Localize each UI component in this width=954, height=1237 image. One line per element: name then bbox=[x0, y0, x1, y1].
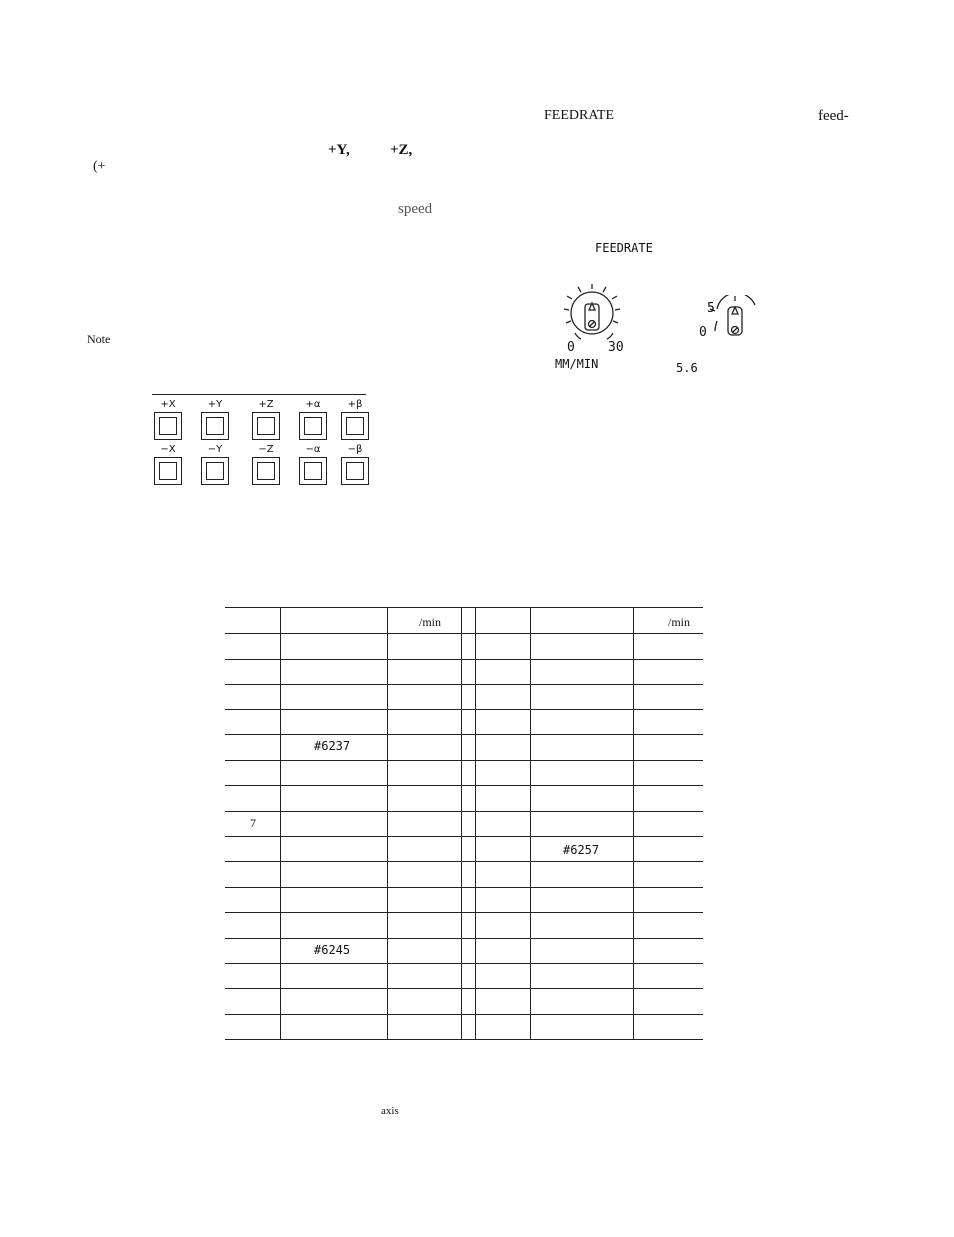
jog-button-minus-x[interactable] bbox=[154, 457, 182, 485]
feedrate-label-figure: FEEDRATE bbox=[595, 241, 653, 255]
table-rule bbox=[225, 861, 703, 862]
table-column-rule bbox=[530, 607, 531, 1040]
table-header-unit-left: /min bbox=[419, 615, 442, 629]
jog-label-plus-y: +Y bbox=[207, 399, 223, 410]
table-rule bbox=[225, 633, 703, 634]
table-column-rule bbox=[280, 607, 281, 1040]
jog-key-panel bbox=[148, 392, 374, 488]
jog-label-minus-y: −Y bbox=[207, 444, 223, 455]
jog-label-plus-x: +X bbox=[160, 399, 176, 410]
feed-hyphen-text: feed- bbox=[818, 108, 849, 124]
small-dial-top-label: 5 bbox=[707, 301, 715, 316]
table-column-rule bbox=[461, 607, 462, 1040]
table-rule bbox=[225, 811, 703, 812]
table-rule bbox=[225, 836, 703, 837]
jog-label-plus-alpha: +α bbox=[305, 399, 321, 410]
jog-button-plus-beta[interactable] bbox=[341, 412, 369, 440]
table-rule bbox=[225, 988, 703, 989]
jog-label-minus-z: −Z bbox=[258, 444, 274, 455]
feedrate-parameter-table bbox=[225, 607, 703, 1040]
jog-button-minus-y[interactable] bbox=[201, 457, 229, 485]
paren-plus-text: (+ bbox=[93, 159, 106, 174]
table-rule bbox=[225, 963, 703, 964]
table-rule bbox=[225, 734, 703, 735]
jog-label-minus-x: −X bbox=[160, 444, 176, 455]
plus-y-text: +Y, bbox=[328, 142, 350, 158]
plus-z-text: +Z, bbox=[390, 142, 413, 158]
feedrate-dial-min-label: 0 bbox=[567, 340, 575, 355]
feedrate-label-top: FEEDRATE bbox=[544, 108, 614, 123]
feedrate-dial-icon[interactable] bbox=[555, 283, 635, 343]
table-rule bbox=[225, 607, 703, 608]
note-text: Note bbox=[87, 332, 111, 346]
table-rule bbox=[225, 1014, 703, 1015]
jog-button-minus-beta[interactable] bbox=[341, 457, 369, 485]
jog-panel-top-line bbox=[152, 394, 366, 395]
figure-ref-text: 5.6 bbox=[676, 361, 698, 375]
jog-label-minus-beta: −β bbox=[347, 444, 363, 455]
jog-button-plus-z[interactable] bbox=[252, 412, 280, 440]
table-cell-param: #6257 bbox=[563, 843, 600, 857]
table-column-rule bbox=[387, 607, 388, 1040]
table-column-rule bbox=[475, 607, 476, 1040]
jog-button-minus-alpha[interactable] bbox=[299, 457, 327, 485]
feedrate-dial-unit-label: MM/MIN bbox=[555, 357, 599, 371]
table-rule bbox=[225, 938, 703, 939]
jog-button-plus-y[interactable] bbox=[201, 412, 229, 440]
table-column-rule bbox=[633, 607, 634, 1040]
table-rule bbox=[225, 912, 703, 913]
jog-button-minus-z[interactable] bbox=[252, 457, 280, 485]
jog-button-plus-x[interactable] bbox=[154, 412, 182, 440]
table-rule bbox=[225, 887, 703, 888]
table-rule bbox=[225, 785, 703, 786]
small-dial-left-label: 0 bbox=[699, 325, 707, 340]
table-rule bbox=[225, 684, 703, 685]
table-rule bbox=[225, 1039, 703, 1040]
jog-label-minus-alpha: −α bbox=[305, 444, 321, 455]
table-cell-param: #6237 bbox=[314, 739, 351, 753]
table-header-unit-right: /min bbox=[668, 615, 691, 629]
jog-label-plus-beta: +β bbox=[347, 399, 363, 410]
feedrate-dial-max-label: 30 bbox=[608, 340, 624, 355]
table-rule bbox=[225, 709, 703, 710]
table-rule bbox=[225, 760, 703, 761]
speed-text: speed bbox=[398, 201, 433, 217]
axis-text: axis bbox=[381, 1105, 399, 1117]
table-rule bbox=[225, 659, 703, 660]
table-cell-index: 7 bbox=[250, 816, 256, 830]
table-cell-param: #6245 bbox=[314, 943, 351, 957]
jog-button-plus-alpha[interactable] bbox=[299, 412, 327, 440]
jog-label-plus-z: +Z bbox=[258, 399, 274, 410]
